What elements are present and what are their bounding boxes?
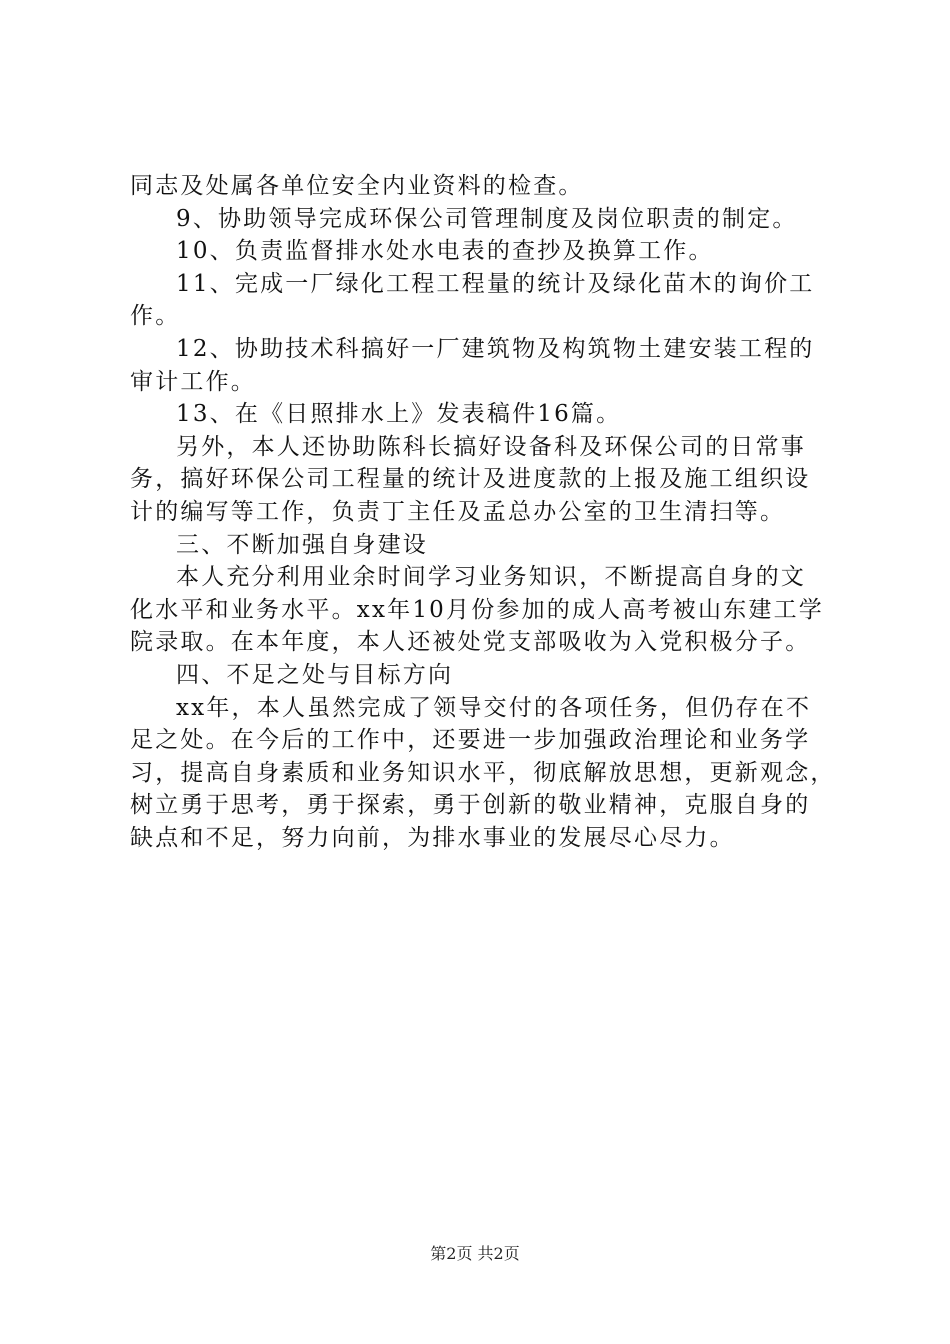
- section-heading: 四、不足之处与目标方向: [176, 661, 454, 688]
- text-line: 务，搞好环保公司工程量的统计及进度款的上报及施工组织设: [130, 466, 811, 493]
- text-line: 计的编写等工作，负责丁主任及孟总办公室的卫生清扫等。: [130, 498, 786, 525]
- text-line: 树立勇于思考，勇于探索，勇于创新的敬业精神，克服自身的: [130, 792, 811, 819]
- text-line: 9、协助领导完成环保公司管理制度及岗位职责的制定。: [176, 205, 798, 232]
- text-line: 同志及处属各单位安全内业资料的检查。: [130, 173, 584, 199]
- page-number-footer: 第2页 共2页: [430, 1244, 520, 1263]
- text-line: 院录取。在本年度，本人还被处党支部吸收为入党积极分子。: [130, 629, 811, 656]
- text-line: 11、完成一厂绿化工程工程量的统计及绿化苗木的询价工: [176, 270, 815, 297]
- text-line: 12、协助技术科搞好一厂建筑物及构筑物土建安装工程的: [176, 335, 815, 362]
- text-line: xx年，本人虽然完成了领导交付的各项任务，但仍存在不: [176, 694, 812, 721]
- document-body: [130, 170, 836, 854]
- text-line: 本人充分利用业余时间学习业务知识，不断提高自身的文: [176, 564, 806, 591]
- text-line: 另外，本人还协助陈科长搞好设备科及环保公司的日常事: [176, 433, 806, 460]
- text-line: 审计工作。: [130, 368, 256, 395]
- text-line: 13、在《日照排水上》发表稿件16篇。: [176, 401, 622, 428]
- text-line: 足之处。在今后的工作中，还要进一步加强政治理论和业务学: [130, 727, 811, 754]
- text-line: 习，提高自身素质和业务知识水平，彻底解放思想，更新观念，: [130, 759, 836, 786]
- section-heading: 三、不断加强自身建设: [176, 531, 428, 558]
- text-line: 化水平和业务水平。xx年10月份参加的成人高考被山东建工学: [130, 596, 825, 623]
- text-line: 缺点和不足，努力向前，为排水事业的发展尽心尽力。: [130, 824, 735, 851]
- text-line: 作。: [130, 303, 181, 330]
- text-line: 10、负责监督排水处水电表的查抄及换算工作。: [176, 238, 714, 265]
